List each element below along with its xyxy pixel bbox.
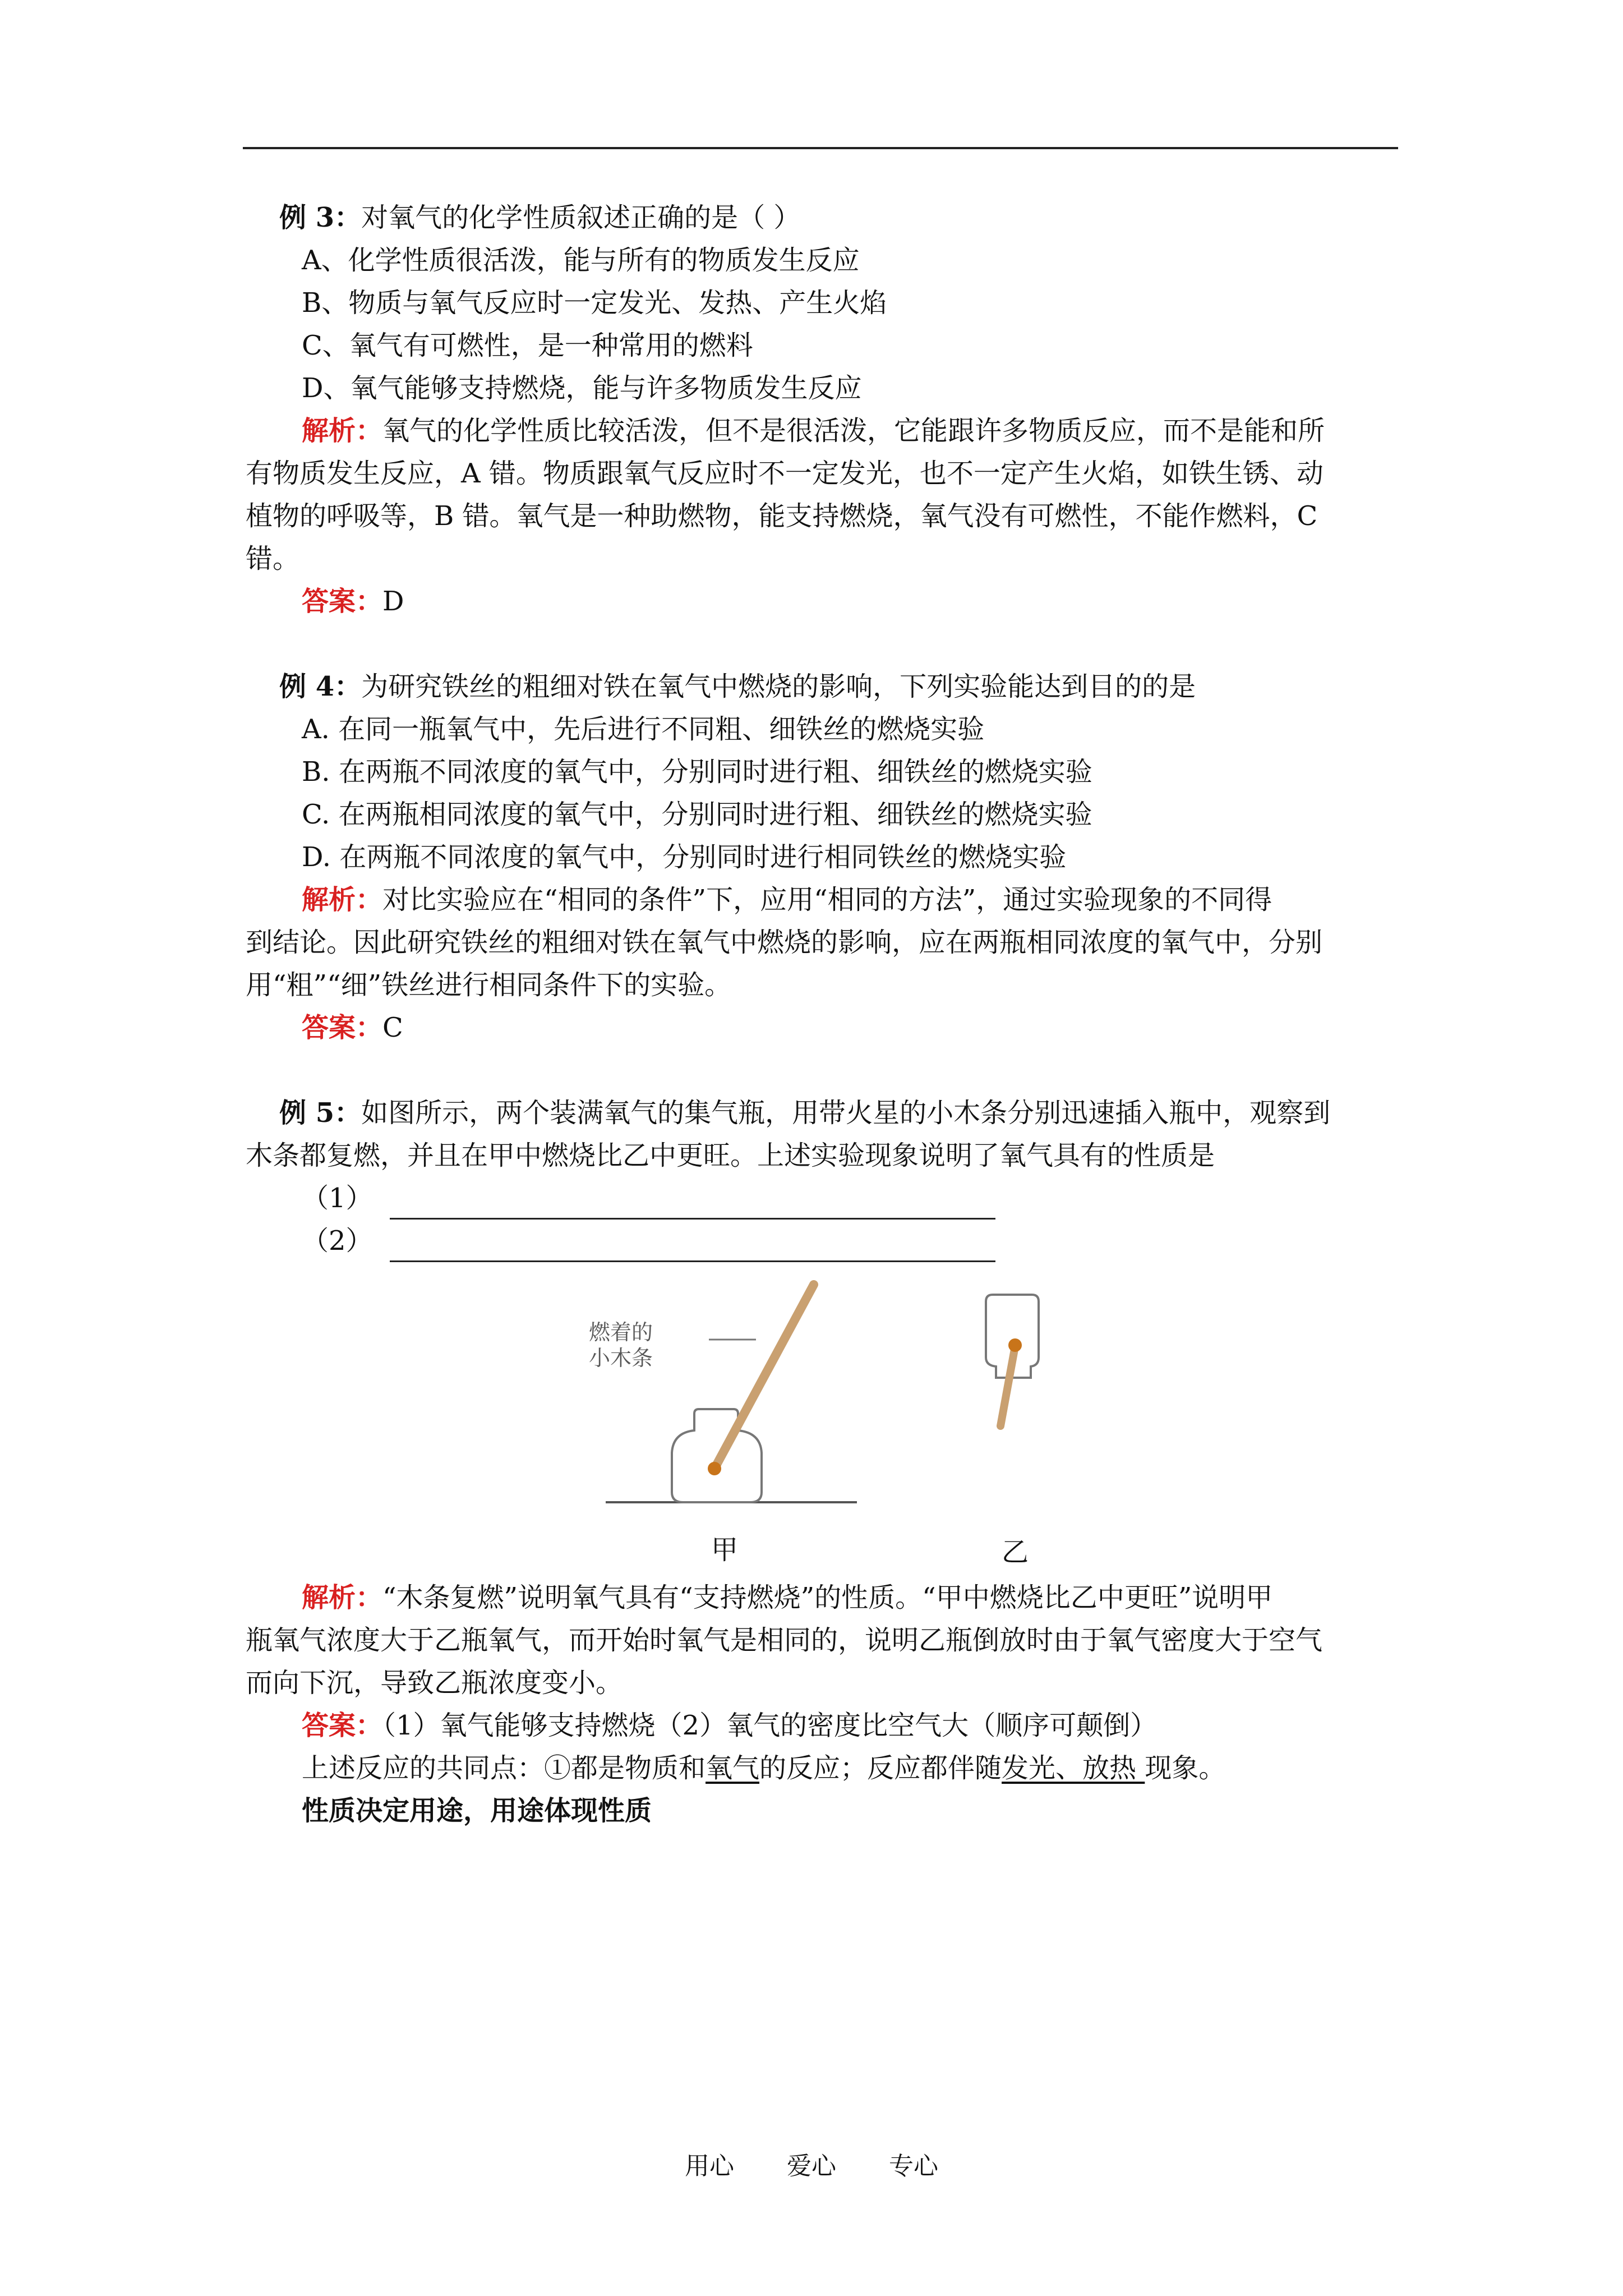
ex5-common-points (246, 1747, 1395, 1789)
glowing-tip-yi (1008, 1338, 1022, 1352)
page-content (246, 196, 1395, 1832)
wooden-stick-yi (1000, 1346, 1015, 1426)
common-middle: 的反应；反应都伴随 (759, 1752, 1002, 1784)
ex5-blank-row-1 (246, 1177, 1395, 1220)
ex4-question-text: 为研究铁丝的粗细对铁在氧气中燃烧的影响，下列实验能达到目的的是 (361, 671, 1196, 702)
common-suffix: 现象。 (1145, 1752, 1226, 1784)
stick-label-line-2: 小木条 (589, 1346, 653, 1370)
ex5-analysis-text-1: “木条复燃”说明氧气具有“支持燃烧”的性质。“甲中燃烧比乙中更旺”说明甲 (382, 1582, 1273, 1613)
ex4-option-b: B. 在两瓶不同浓度的氧气中，分别同时进行粗、细铁丝的燃烧实验 (302, 756, 1092, 788)
ex4-option-c: C. 在两瓶相同浓度的氧气中，分别同时进行粗、细铁丝的燃烧实验 (302, 799, 1092, 830)
ex4-option-a: A. 在同一瓶氧气中，先后进行不同粗、细铁丝的燃烧实验 (302, 714, 985, 745)
ex5-analysis-line-3: 而向下沉，导致乙瓶浓度变小。 (246, 1667, 623, 1699)
ex5-question-text-1: 如图所示，两个装满氧气的集气瓶，用带火星的小木条分别迅速插入瓶中，观察到 (361, 1097, 1331, 1129)
ex4-answer (246, 1006, 1395, 1049)
ex5-question-line-1 (246, 1092, 1395, 1134)
ex5-analysis-label: 解析： (302, 1582, 383, 1613)
ex5-title: 例 5： (279, 1097, 362, 1129)
ex5-answer-label: 答案： (302, 1710, 383, 1741)
common-underlined-2: 发光、放热 (1002, 1752, 1145, 1784)
spacer (246, 1049, 1395, 1092)
ex3-title: 例 3： (279, 202, 362, 233)
ex3-answer-value: D (382, 586, 404, 617)
ex4-analysis-text-1: 对比实验应在“相同的条件”下，应用“相同的方法”，通过实验现象的不同得 (382, 884, 1272, 915)
ex5-blank-label-1: （1） (302, 1182, 373, 1214)
ex3-answer (246, 580, 1395, 623)
ex3-option-c: C、氧气有可燃性，是一种常用的燃料 (302, 330, 753, 361)
ex5-analysis-line-1 (246, 1576, 1395, 1619)
ex3-analysis-line-4: 错。 (246, 543, 300, 574)
ex4-answer-value: C (382, 1012, 403, 1043)
ex5-answer-value: （1）氧气能够支持燃烧（2）氧气的密度比空气大（顺序可颠倒） (382, 1710, 1158, 1741)
ex3-answer-label: 答案： (302, 586, 383, 617)
label-yi: 乙 (1002, 1536, 1029, 1568)
spacer (246, 623, 1395, 665)
ex3-option-a: A、化学性质很活泼，能与所有的物质发生反应 (302, 245, 860, 276)
glowing-tip-jia (708, 1462, 721, 1475)
ex3-question-text: 对氧气的化学性质叙述正确的是（ ） (361, 202, 801, 233)
experiment-figure (246, 1262, 1395, 1576)
ex3-analysis-label: 解析： (302, 415, 383, 447)
ex3-analysis-text-1: 氧气的化学性质比较活泼，但不是很活泼，它能跟许多物质反应，而不是能和所 (382, 415, 1325, 447)
stick-label-line-1: 燃着的 (589, 1320, 653, 1345)
stick-label (589, 1319, 653, 1371)
header-rule (243, 147, 1398, 149)
ex5-answer (246, 1704, 1395, 1747)
ex5-blank-label-2: （2） (302, 1225, 373, 1257)
ex3-option-b: B、物质与氧气反应时一定发光、发热、产生火焰 (302, 287, 887, 319)
ex4-analysis-line-1 (246, 878, 1395, 921)
ex4-question (246, 665, 1395, 708)
ex4-analysis-line-3: 用“粗”“细”铁丝进行相同条件下的实验。 (246, 969, 732, 1001)
ex4-title: 例 4： (279, 671, 362, 702)
page-footer: 用心 爱心 专心 (685, 2152, 938, 2180)
wooden-stick-jia (714, 1285, 814, 1469)
answer-blank-2[interactable] (390, 1229, 995, 1262)
ex3-option-d: D、氧气能够支持燃烧，能与许多物质发生反应 (302, 372, 862, 404)
ex5-blank-row-2 (246, 1220, 1395, 1262)
label-jia: 甲 (711, 1534, 739, 1566)
ex4-answer-label: 答案： (302, 1012, 383, 1043)
common-prefix: 上述反应的共同点：①都是物质和 (302, 1752, 706, 1784)
ex5-analysis-line-2: 瓶氧气浓度大于乙瓶氧气，而开始时氧气是相同的，说明乙瓶倒放时由于氧气密度大于空气 (246, 1625, 1323, 1656)
ex4-analysis-line-2: 到结论。因此研究铁丝的粗细对铁在氧气中燃烧的影响，应在两瓶相同浓度的氧气中，分别 (246, 927, 1323, 958)
ex3-analysis-line-3: 植物的呼吸等，B 错。氧气是一种助燃物，能支持燃烧，氧气没有可燃性，不能作燃料，C (246, 500, 1318, 532)
common-underlined-1: 氧气 (706, 1752, 760, 1784)
ex3-question (246, 196, 1395, 239)
ex4-analysis-label: 解析： (302, 884, 383, 915)
ex3-analysis-line-1 (246, 409, 1395, 452)
ex5-question-line-2: 木条都复燃，并且在甲中燃烧比乙中更旺。上述实验现象说明了氧气具有的性质是 (246, 1140, 1215, 1171)
ex4-option-d: D. 在两瓶不同浓度的氧气中，分别同时进行相同铁丝的燃烧实验 (302, 841, 1067, 873)
conclusion: 性质决定用途，用途体现性质 (302, 1795, 652, 1826)
answer-blank-1[interactable] (390, 1186, 995, 1220)
ex3-analysis-line-2: 有物质发生反应，A 错。物质跟氧气反应时不一定发光，也不一定产生火焰，如铁生锈、动 (246, 458, 1324, 489)
experiment-diagram (246, 1262, 1395, 1576)
